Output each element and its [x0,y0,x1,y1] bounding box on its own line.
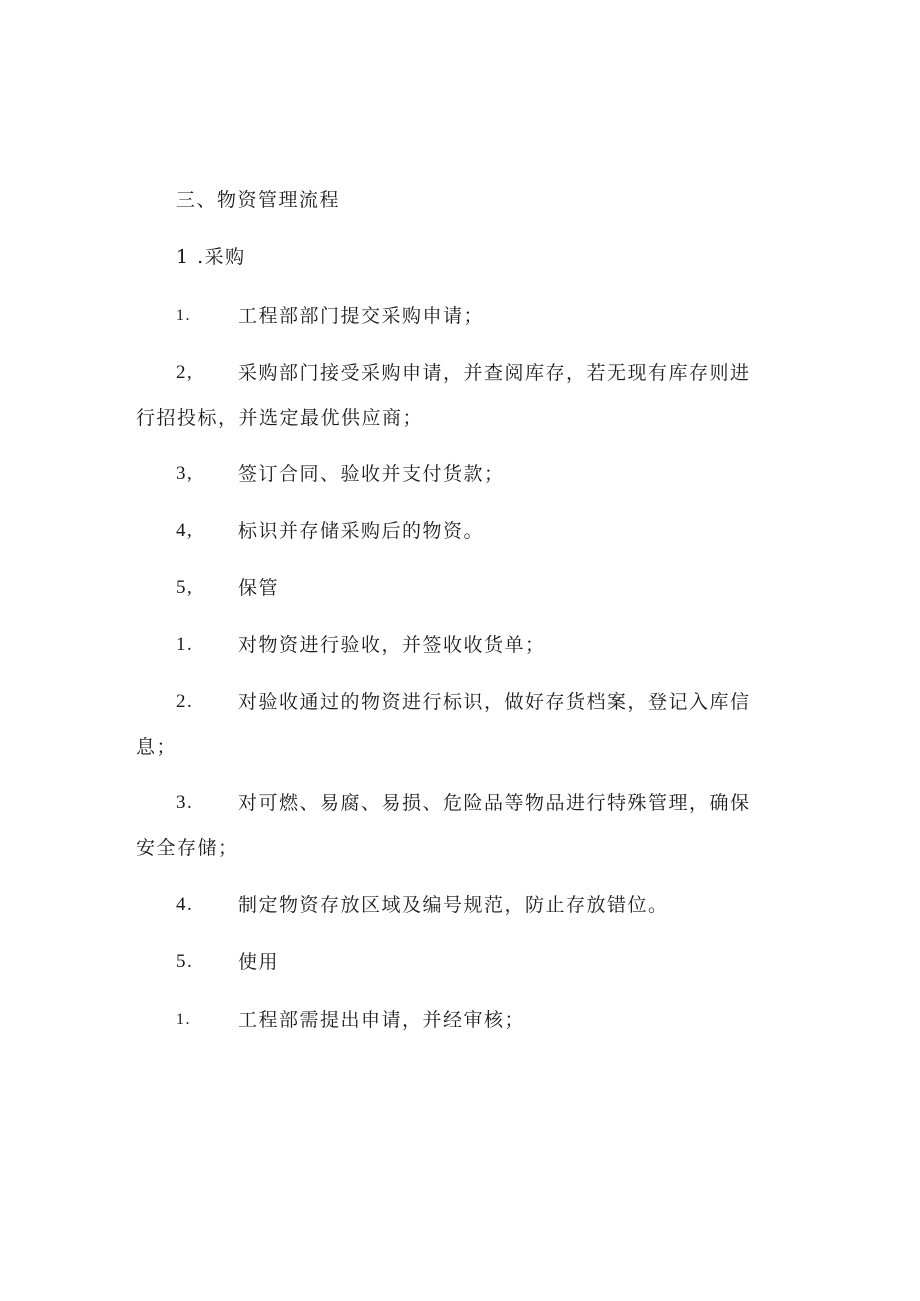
item-number: 1. [176,634,194,655]
item-number: 2, [176,362,194,383]
item-number: 5. [176,951,194,972]
item-text: 签订合同、验收并支付货款； [238,463,505,485]
item-text: 对可燃、易腐、易损、危险品等物品进行特殊管理，确保 [238,792,751,814]
item-text: 对验收通过的物资进行标识，做好存货档案，登记入库信 [238,691,751,713]
item-number: 2. [176,691,194,712]
item-number: 4. [176,894,194,915]
item-number: 1. [176,307,191,324]
item-number: 3, [176,463,194,484]
item-text: 工程部需提出申请，并经审核； [238,1009,526,1031]
item-text-continuation: 息； [136,736,178,758]
item-number: 3. [176,792,194,813]
item-number: 5, [176,577,194,598]
item-text: 标识并存储采购后的物资。 [238,520,485,542]
subsection-title: 1 .采购 [176,246,246,268]
item-text: 对物资进行验收，并签收收货单； [238,634,546,656]
item-text: 制定物资存放区域及编号规范，防止存放错位。 [238,894,669,916]
section-title: 三、物资管理流程 [176,189,341,211]
item-text: 工程部部门提交采购申请； [238,305,485,327]
item-text: 保管 [238,577,280,599]
item-number: 4, [176,520,194,541]
item-text: 使用 [238,951,280,973]
item-text: 采购部门接受采购申请，并查阅库存，若无现有库存则进 [238,362,751,384]
item-text-continuation: 安全存储； [136,837,239,859]
item-text-continuation: 行招投标，并选定最优供应商； [136,407,424,429]
item-number: 1. [176,1011,191,1028]
